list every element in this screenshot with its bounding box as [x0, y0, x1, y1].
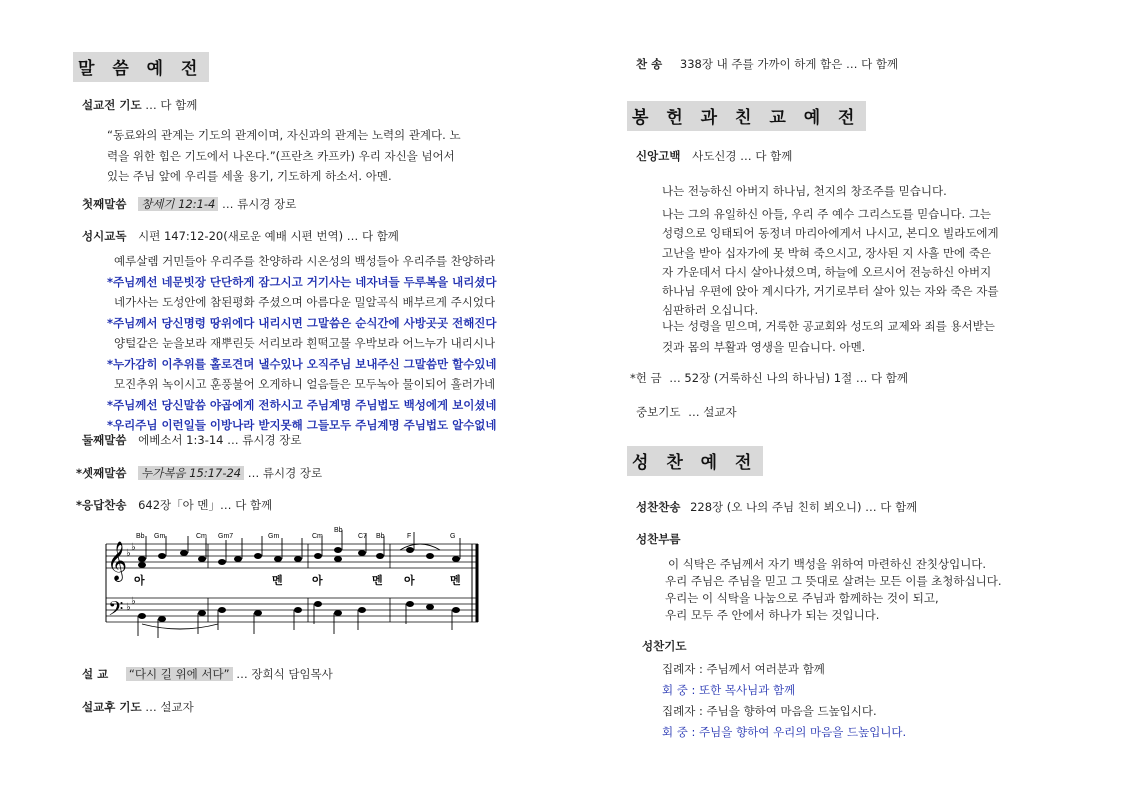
invitation-line: 우리 주님은 주님을 믿고 그 뜻대로 살려는 모든 이를 초청하십니다.: [665, 574, 1002, 588]
prayer-line: 있는 주님 앞에 우리를 세울 용기, 기도하게 하소서. 아멘.: [107, 169, 392, 183]
third-reading-reader: … 류시경 장로: [247, 466, 323, 480]
bass-clef-icon: 𝄢: [108, 597, 124, 625]
creed-paragraph-1: [662, 181, 947, 202]
psalm-line-people: *주님께서 당신명령 땅위에다 내리시면 그말씀은 순식간에 사방곳곳 전해진다: [107, 315, 497, 330]
note-head: [294, 556, 302, 562]
note-head: [294, 607, 302, 613]
response-hymn: [76, 497, 272, 513]
communion-invitation: [636, 531, 680, 547]
communion-prayer-lines: [662, 659, 906, 743]
chord-symbols: [136, 527, 455, 540]
prayer-line-leader: 집례자 : 주님을 향하여 마음을 드높입시다.: [662, 704, 877, 718]
note-head: [406, 601, 414, 607]
offering: [630, 370, 908, 386]
communion-prayer: [642, 638, 686, 654]
pre-sermon-prayer-value: … 다 함께: [145, 98, 198, 112]
note-head: [138, 562, 146, 568]
psalm-line-leader: 모진추위 녹이시고 훈풍불어 오게하니 얼음들은 모두녹아 물이되어 흘러가네: [114, 377, 496, 391]
post-sermon-prayer: [82, 699, 194, 715]
lyric: 멘: [372, 575, 383, 587]
response-hymn-value: 642장「아 멘」… 다 함께: [138, 498, 273, 512]
note-head: [218, 607, 226, 613]
first-reading-label: 첫째말씀: [82, 197, 127, 211]
invitation-line: 우리는 이 식탁을 나눔으로 주님과 함께하는 것이 되고,: [665, 591, 939, 605]
psalm-line-people: *주님께선 네문빗장 단단하게 잠그시고 거기사는 네자녀들 두루복을 내리셨다: [107, 274, 497, 289]
psalm-line-leader: 양털같은 눈을보라 재뿌린듯 서리보라 흰떡고물 우박보라 어느누가 내리시나: [114, 336, 496, 350]
prayer-line-leader: 집례자 : 주님께서 여러분과 함께: [662, 662, 825, 676]
invitation-lines: [665, 556, 1002, 624]
note-head: [218, 559, 226, 565]
note-head: [358, 550, 366, 556]
responsive-psalm-value: 시편 147:12-20(새로운 예배 시편 번역) … 다 함께: [138, 229, 399, 243]
creed-label: 신앙고백: [636, 149, 681, 163]
psalm-line-leader: 예루살렘 거민들아 우리주를 찬양하라 시온성의 백성들아 우리주를 찬양하라: [114, 254, 496, 268]
psalm-line-people: *누가감히 이추위를 홀로견뎌 낼수있나 오직주님 보내주신 그말씀만 할수있네: [107, 356, 497, 371]
note-head: [180, 550, 188, 556]
chord-symbol: Gm7: [218, 533, 234, 540]
intercessory-prayer: [636, 404, 737, 420]
note-head: [334, 547, 342, 553]
lyric: 멘: [450, 575, 461, 587]
creed: [636, 148, 792, 164]
note-head: [406, 547, 414, 553]
offering-label: *헌 금: [630, 371, 662, 385]
section-title-word-liturgy: 말 씀 예 전: [73, 52, 209, 82]
third-reading-reference: 누가복음 15:17-24: [138, 466, 244, 480]
creed-line: 고난을 받아 십자가에 못 박혀 죽으시고, 장사된 지 사흘 만에 죽은: [662, 245, 992, 260]
communion-hymn-label: 성찬찬송: [636, 500, 681, 514]
prayer-line-people: 회 중 : 또한 목사님과 함께: [662, 683, 796, 697]
note-head: [198, 610, 206, 616]
note-head: [452, 607, 460, 613]
creed-line: 하나님 우편에 앉아 계시다가, 거기로부터 살아 있는 자와 죽은 자를: [662, 284, 999, 299]
chord-symbol: Gm: [154, 533, 166, 540]
first-reading-reference: 창세기 12:1-4: [138, 197, 218, 211]
communion-hymn-value: 228장 (오 나의 주님 친히 뵈오니) … 다 함께: [690, 500, 918, 514]
second-reading-value: 에베소서 1:3-14 … 류시경 장로: [138, 433, 302, 447]
chord-symbol: C7: [358, 533, 367, 540]
chord-symbol: Bb: [376, 533, 385, 540]
intercessory-prayer-label: 중보기도: [636, 405, 681, 419]
psalm-line-leader: 네가사는 도성안에 참된평화 주셨으며 아름다운 밀알곡식 배부르게 주시었다: [114, 295, 496, 309]
creed-line: 심판하러 오십니다.: [662, 303, 759, 318]
hymn-label: 찬 송: [636, 57, 663, 71]
third-reading: [76, 465, 322, 481]
creed-line: 나는 성령을 믿으며, 거룩한 공교회와 성도의 교제와 죄를 용서받는: [662, 319, 995, 333]
note-head: [358, 607, 366, 613]
post-sermon-prayer-value: … 설교자: [145, 700, 194, 714]
communion-invitation-label: 성찬부름: [636, 532, 681, 546]
section-title-offering-fellowship: 봉 헌 과 친 교 예 전: [627, 101, 866, 131]
treble-clef-icon: 𝄞: [107, 541, 128, 581]
key-flat-icon: ♭: [131, 542, 136, 553]
key-flat-icon: ♭: [126, 548, 131, 559]
responsive-psalm-label: 성시교독: [82, 229, 127, 243]
creed-paragraph-2: [662, 205, 999, 321]
note-head: [314, 553, 322, 559]
hymn-value: 338장 내 주를 가까이 하게 함은 … 다 함께: [679, 57, 899, 71]
note-head: [452, 556, 460, 562]
intercessory-prayer-value: … 설교자: [688, 405, 737, 419]
slur: [400, 544, 440, 550]
responsive-psalm: [82, 228, 399, 244]
note-head: [426, 553, 434, 559]
communion-prayer-label: 성찬기도: [642, 639, 687, 653]
first-reading: [82, 196, 296, 212]
pre-sermon-prayer-text: [107, 125, 461, 187]
prayer-line: “동료와의 관계는 기도의 관계이며, 자신과의 관계는 노력의 관계다. 노: [107, 128, 461, 142]
note-head: [426, 604, 434, 610]
psalm-line-people: *우리주님 이런일들 이방나라 받지못해 그들모두 주님계명 주님법도 알수없네: [107, 418, 497, 432]
prayer-line-people: 회 중 : 주님을 향하여 우리의 마음을 드높입니다.: [662, 725, 907, 739]
note-head: [234, 556, 242, 562]
first-reading-reader: … 류시경 장로: [222, 197, 297, 211]
section-title-communion: 성 찬 예 전: [627, 446, 763, 476]
note-head: [314, 601, 322, 607]
lyric: 아: [134, 575, 145, 587]
slur: [142, 624, 218, 629]
note-head: [334, 556, 342, 562]
amen-music-score: [100, 524, 485, 644]
psalm-lines: [107, 251, 497, 436]
pre-sermon-prayer-label: 설교전 기도: [82, 98, 142, 112]
note-head: [198, 556, 206, 562]
creed-line: 성령으로 잉태되어 동정녀 마리아에게서 나시고, 본디오 빌라도에게: [662, 226, 999, 241]
note-head: [254, 553, 262, 559]
creed-line: 나는 전능하신 아버지 하나님, 천지의 창조주를 믿습니다.: [662, 184, 947, 198]
chord-symbol: Gm: [268, 533, 280, 540]
pre-sermon-prayer: [82, 97, 197, 113]
note-head: [138, 613, 146, 619]
response-hymn-label: *응답찬송: [76, 498, 127, 512]
sermon-title: “다시 길 위에 서다”: [126, 667, 233, 681]
lyric: 아: [312, 575, 323, 587]
lyrics: [134, 573, 461, 587]
chord-symbol: Cm: [196, 533, 207, 540]
chord-symbol: Bb: [334, 527, 343, 534]
key-flat-icon: ♭: [126, 602, 131, 613]
post-sermon-prayer-label: 설교후 기도: [82, 700, 142, 714]
chord-symbol: F: [407, 533, 412, 540]
creed-line: 나는 그의 유일하신 아들, 우리 주 예수 그리스도를 믿습니다. 그는: [662, 207, 992, 221]
second-reading: [82, 432, 302, 448]
sermon-label: 설 교: [82, 667, 109, 681]
treble-stems: [146, 530, 460, 562]
hymn: [636, 56, 898, 72]
note-head: [254, 610, 262, 616]
note-head: [334, 610, 342, 616]
chord-symbol: G: [450, 533, 456, 540]
creed-value: 사도신경 … 다 함께: [692, 149, 793, 163]
note-head: [158, 553, 166, 559]
lyric: 멘: [272, 575, 283, 587]
lyric: 아: [404, 575, 415, 587]
creed-paragraph-3: [662, 316, 995, 357]
third-reading-label: *셋째말씀: [76, 466, 127, 480]
offering-value: … 52장 (거룩하신 나의 하나님) 1절 … 다 함께: [669, 371, 908, 385]
note-head: [274, 556, 282, 562]
note-head: [138, 556, 146, 562]
chord-symbol: Cm: [312, 533, 323, 540]
invitation-line: 우리 모두 주 안에서 하나가 되는 것입니다.: [665, 608, 880, 622]
invitation-line: 이 식탁은 주님께서 자기 백성을 위하여 마련하신 잔칫상입니다.: [668, 557, 987, 571]
second-reading-label: 둘째말씀: [82, 433, 127, 447]
creed-line: 것과 몸의 부활과 영생을 믿습니다. 아멘.: [662, 339, 866, 354]
chord-symbol: Bb: [136, 533, 145, 540]
note-head: [158, 616, 166, 622]
key-flat-icon: ♭: [131, 596, 136, 607]
note-head: [376, 553, 384, 559]
prayer-line: 력을 위한 힘은 기도에서 나온다.”(프란츠 카프카) 우리 자신을 넘어서: [107, 148, 455, 163]
communion-hymn: [636, 499, 917, 515]
psalm-line-people: *주님께선 당신말씀 야곱에게 전하시고 주님계명 주님법도 백성에게 보이셨네: [107, 397, 497, 412]
sermon-preacher: … 장희식 담임목사: [236, 667, 333, 681]
creed-line: 자 가운데서 다시 살아나셨으며, 하늘에 오르시어 전능하신 아버지: [662, 264, 992, 279]
sermon: [82, 666, 333, 682]
